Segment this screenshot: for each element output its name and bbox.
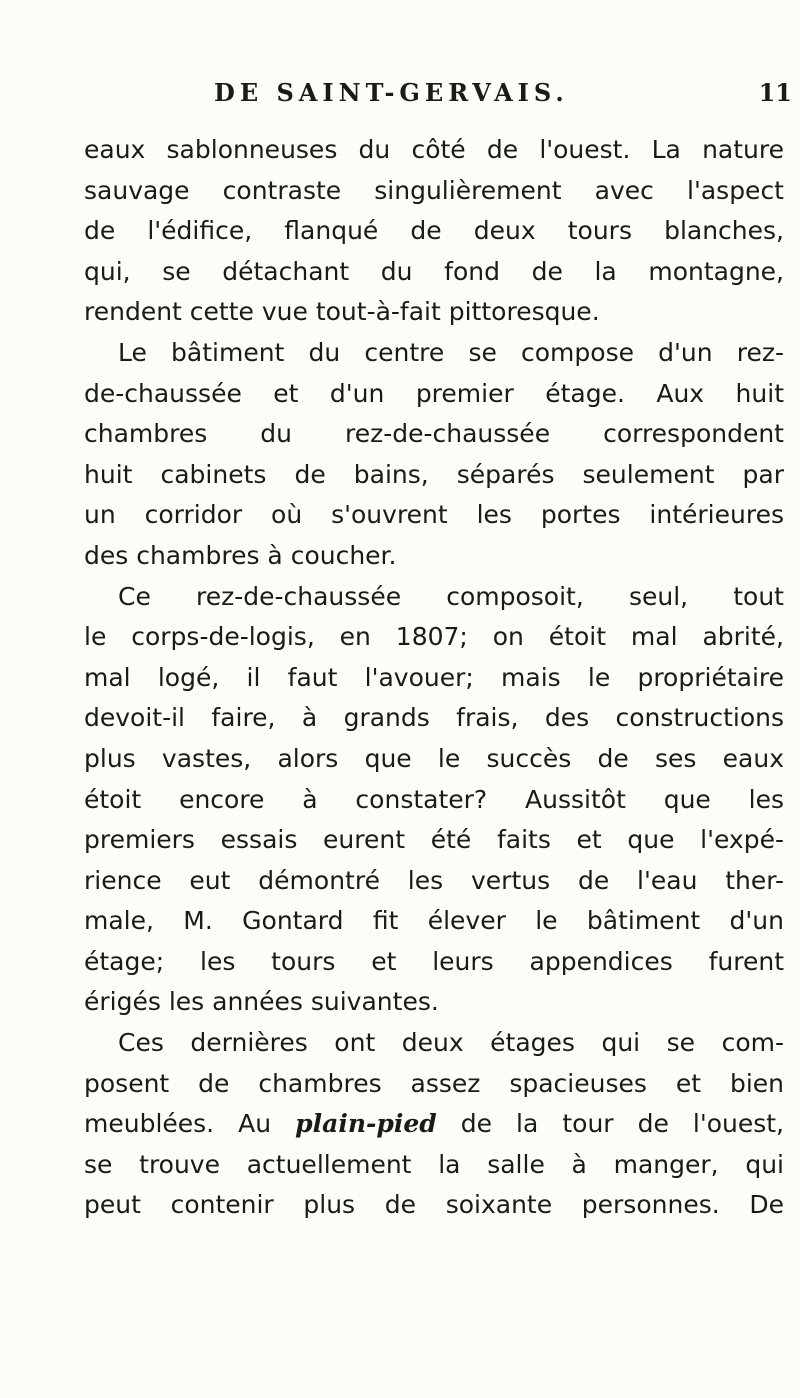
italic-term: plain-pied xyxy=(295,1109,437,1139)
text-line: qui, se détachant du fond de la montagne, xyxy=(84,256,784,286)
text-line: sauvage contraste singulièrement avec l'aspect xyxy=(84,175,784,205)
text-line: plus vastes, alors que le succès de ses eaux xyxy=(84,743,784,773)
text-line: de-chaussée et d'un premier étage. Aux huit xyxy=(84,378,784,408)
text-line: devoit-il faire, à grands frais, des constructions xyxy=(84,703,784,733)
text-line: se trouve actuellement la salle à manger, qui xyxy=(84,1149,784,1179)
running-title: DE SAINT-GERVAIS. xyxy=(214,78,569,107)
paragraph-4 xyxy=(84,1023,784,1226)
text-line xyxy=(84,1104,784,1145)
text-line: male, M. Gontard fit élever le bâtiment d'un xyxy=(84,906,784,936)
text-line: des chambres à coucher. xyxy=(84,540,397,570)
text-line: Le bâtiment du centre se compose d'un rez- xyxy=(118,337,784,367)
paragraph-1 xyxy=(84,130,784,333)
text-line: érigés les années suivantes. xyxy=(84,987,439,1017)
text-line: eaux sablonneuses du côté de l'ouest. La nature xyxy=(84,135,784,164)
text-line: peut contenir plus de soixante personnes. De xyxy=(84,1190,784,1220)
text-line: mal logé, il faut l'avouer; mais le propriétaire xyxy=(84,662,784,692)
body-text xyxy=(84,130,784,1226)
running-header xyxy=(84,78,796,118)
text-line: rience eut démontré les vertus de l'eau ther- xyxy=(84,865,784,895)
paragraph-3 xyxy=(84,577,784,1024)
text-line: étoit encore à constater? Aussitôt que les xyxy=(84,784,784,814)
text-fragment: meublées. Au xyxy=(84,1109,296,1139)
text-line: chambres du rez-de-chaussée correspondent xyxy=(84,419,784,449)
text-line: un corridor où s'ouvrent les portes intérieures xyxy=(84,500,784,530)
text-line: Ces dernières ont deux étages qui se com- xyxy=(118,1028,784,1058)
text-line: huit cabinets de bains, séparés seulement par xyxy=(84,459,784,489)
text-line: de l'édifice, flanqué de deux tours blanches, xyxy=(84,216,784,246)
text-line: rendent cette vue tout-à-fait pittoresque. xyxy=(84,297,600,327)
text-line: Ce rez-de-chaussée composoit, seul, tout xyxy=(118,581,784,611)
text-line: premiers essais eurent été faits et que l'expé- xyxy=(84,825,784,855)
text-line: posent de chambres assez spacieuses et bien xyxy=(84,1068,784,1098)
text-fragment: de la tour de l'ouest, xyxy=(436,1109,784,1139)
paragraph-2 xyxy=(84,333,784,577)
text-line: le corps-de-logis, en 1807; on étoit mal abrité, xyxy=(84,622,784,652)
text-line: étage; les tours et leurs appendices furent xyxy=(84,946,784,976)
page-number: 11 xyxy=(758,78,792,107)
